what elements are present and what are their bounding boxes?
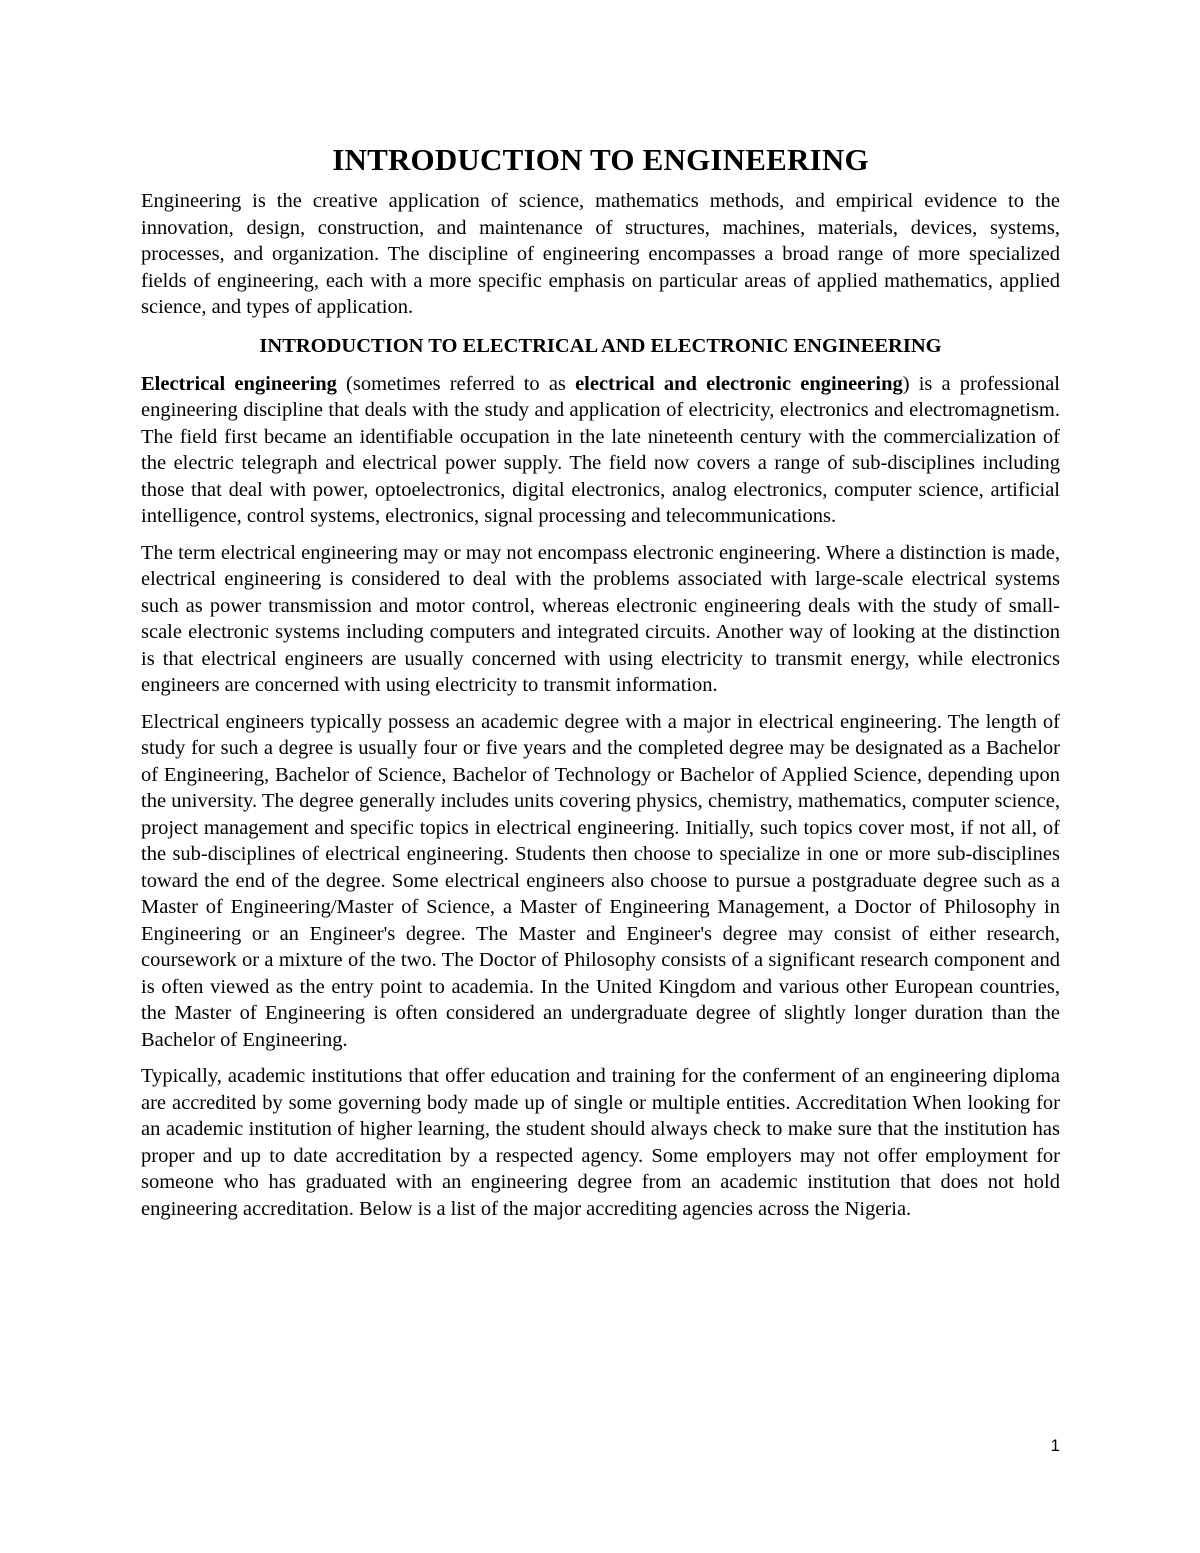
- paragraph-text-segment: (sometimes referred to as: [336, 372, 576, 395]
- accreditation-paragraph: Typically, academic institutions that offer education and training for the conferment of an engineering diploma are accredited by some governing body made up of single or multiple entities. Accreditation When looking for an academic institution of higher learning, the student should always check to make sure that the institution has proper and up to date accreditation by a respected agency. Some employers may not offer employment for someone who has graduated with an engineering degree from an academic institution that does not hold engineering accreditation. Below is a list of the major accrediting agencies across the Nigeria.: [141, 1065, 1060, 1220]
- section-heading: INTRODUCTION TO ELECTRICAL AND ELECTRONIC ENGINEERING: [259, 334, 942, 357]
- page-title: INTRODUCTION TO ENGINEERING: [332, 142, 869, 177]
- academic-degree-paragraph: Electrical engineers typically possess an academic degree with a major in electrical engineering. The length of study for such a degree is usually four or five years and the completed degree may be designated as a Bachelor of Engineering, Bachelor of Science, Bachelor of Technology or Bachelor of Applied Science, depending upon the university. The degree generally includes units covering physics, chemistry, mathematics, computer science, project management and specific topics in electrical engineering. Initially, such topics cover most, if not all, of the sub-disciplines of electrical engineering. Students then choose to specialize in one or more sub-disciplines toward the end of the degree. Some electrical engineers also choose to pursue a postgraduate degree such as a Master of Engineering/Master of Science, a Master of Engineering Management, a Doctor of Philosophy in Engineering or an Engineer's degree. The Master and Engineer's degree may consist of either research, coursework or a mixture of the two. The Doctor of Philosophy consists of a significant research component and is often viewed as the entry point to academia. In the United Kingdom and various other European countries, the Master of Engineering is often considered an undergraduate degree of slightly longer duration than the Bachelor of Engineering.: [141, 710, 1060, 1051]
- bold-term-electrical-engineering: Electrical engineering: [141, 372, 337, 395]
- page-content: [141, 140, 1060, 1232]
- intro-paragraph: Engineering is the creative application of science, mathematics methods, and empirical evidence to the innovation, design, construction, and maintenance of structures, machines, materials, devices, systems, processes, and organization. The discipline of engineering encompasses a broad range of more specialized fields of engineering, each with a more specific emphasis on particular areas of applied mathematics, applied science, and types of application.: [141, 190, 1060, 318]
- paragraph-text-segment: ) is a professional engineering discipline that deals with the study and application of electricity, electronics and electromagnetism. The field first became an identifiable occupation in the late nineteenth century with the commercialization of the electric telegraph and electrical power supply. The field now covers a range of sub-disciplines including those that deal with power, optoelectronics, digital electronics, analog electronics, computer science, artificial intelligence, control systems, electronics, signal processing and telecommunications.: [141, 372, 1060, 527]
- electrical-engineering-definition-paragraph: [141, 371, 1060, 530]
- electrical-vs-electronic-paragraph: The term electrical engineering may or may not encompass electronic engineering. Where a distinction is made, electrical engineering is considered to deal with the problems associated with large-scale electrical systems such as power transmission and motor control, whereas electronic engineering deals with the study of small-scale electronic systems including computers and integrated circuits. Another way of looking at the distinction is that electrical engineers are usually concerned with using electricity to transmit energy, while electronics engineers are concerned with using electricity to transmit information.: [141, 541, 1060, 696]
- page-number: 1: [1050, 1436, 1060, 1455]
- bold-term-electrical-and-electronic-engineering: electrical and electronic engineering: [575, 372, 903, 395]
